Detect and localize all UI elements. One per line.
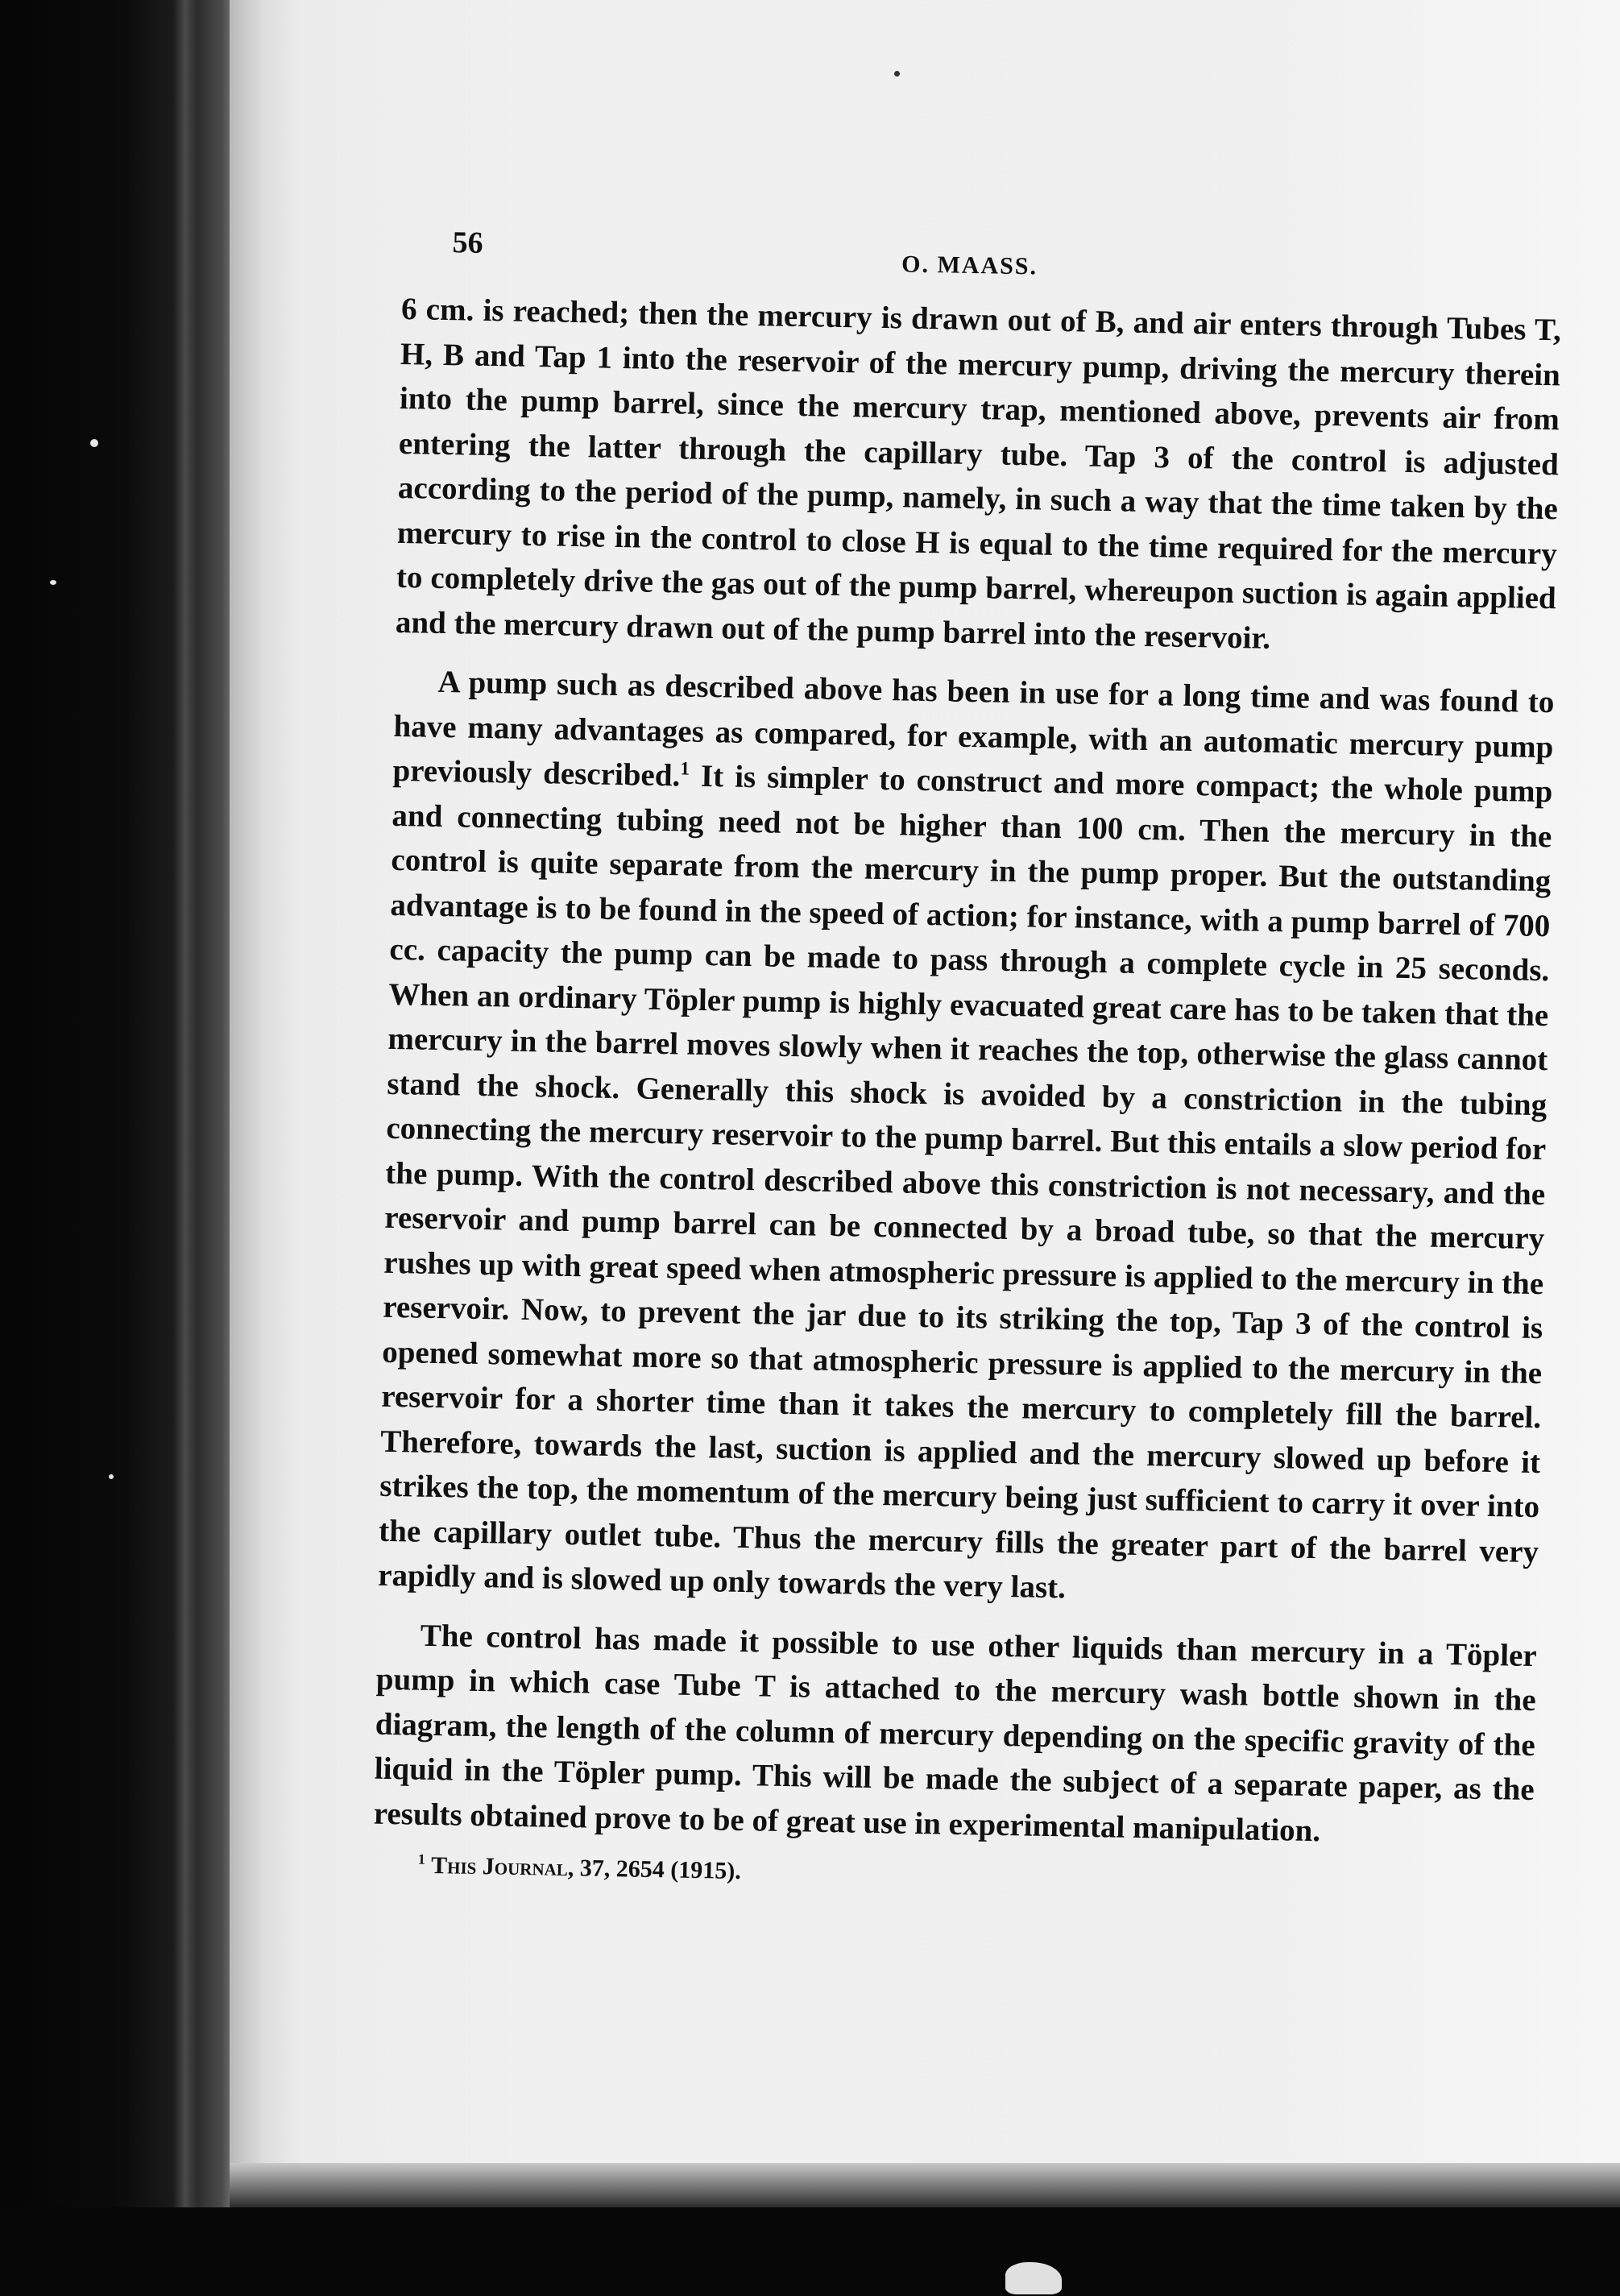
footnote-reference: 1 <box>680 758 690 780</box>
dust-speck <box>90 439 98 447</box>
footnote-journal: This Journal <box>430 1851 569 1882</box>
paragraph-2 <box>378 659 1555 1619</box>
paragraph-3: The control has made it possible to use other liquids than mercury in a Töpler pump in which case Tube T is attached to the mercury wash bottle shown in the diagram, the length of the column of mercury depending on the specific gravity of the liquid in the Töpler pump. This will be made the subject of a separate paper, as the results obtained prove to be of great use in experimental manipulation. <box>373 1618 1538 1848</box>
dust-speck <box>109 1474 114 1479</box>
author-running-head: O. MAASS. <box>901 251 1038 280</box>
page-bottom-shadow <box>230 2163 1620 2211</box>
scanner-border <box>0 0 242 2296</box>
paragraph-1: 6 cm. is reached; then the mercury is drawn out of B, and air enters through Tubes T, H, B and Tap 1 into the reservoir of the mercury pump, driving the mercury therein into the pump barrel, since the mercury trap, mentioned above, prevents air from entering the latter through the capillary tube. Tap 3 of the control is adjusted according to the period of the pump, namely, in such a way that the time taken by the mercury to rise in the control to close H is equal to the time required for the mercury to completely drive the gas out of the pump barrel, whereupon suction is again applied and the mercury drawn out of the pump barrel into the reservoir. <box>395 291 1562 656</box>
scanner-border-band <box>173 0 197 2296</box>
footnote-citation: , 37, 2654 (1915). <box>567 1855 742 1885</box>
dust-speck <box>894 71 900 77</box>
page-text <box>372 224 1562 1904</box>
scanner-bottom-border <box>0 2207 1620 2296</box>
dust-speck <box>50 580 56 585</box>
page-number: 56 <box>452 226 483 260</box>
paragraph-2-text-b: It is simpler to construct and more compact; the whole pump and connecting tubing need not be higher than 100 cm. Then the mercury in the control is quite separate from the mercury in the pump proper. But the outstanding advantage is to be found in the speed of action; for instance, with a pump barrel of 700 cc. capacity the pump can be made to pass through a complete cycle in 25 seconds. When an ordinary Töpler pump is highly evacuated great care has to be taken that the mercury in the barrel moves slowly when it reaches the top, otherwise the glass cannot stand the shock. Generally this shock is avoided by a constriction in the tubing connecting the mercury reservoir to the pump barrel. But this entails a slow period for the pump. With the control described above this constriction is not necessary, and the reservoir and pump barrel can be connected by a broad tube, so that the mercury rushes up with great speed when atmospheric pressure is applied to the mercury in the reservoir. Now, to prevent the jar due to its striking the top, Tap 3 of the control is opened somewhat more so that atmospheric pressure is applied to the mercury in the reservoir for a shorter time than it takes the mercury to completely fill the barrel. Therefore, towards the last, suction is applied and the mercury slowed up before it strikes the top, the momentum of the mercury being just sufficient to carry it over into the capillary outlet tube. Thus the mercury fills the greater part of the barrel very rapidly and is slowed up only towards the very last. <box>377 758 1553 1606</box>
footnote-marker: 1 <box>417 1850 425 1867</box>
scan-artifact <box>1005 2262 1062 2294</box>
paragraph-2-text-a: A pump such as described above has been in use for a long time and was found to have many advantages as compared, for example, with an automatic mercury pump previously described. <box>392 664 1555 794</box>
